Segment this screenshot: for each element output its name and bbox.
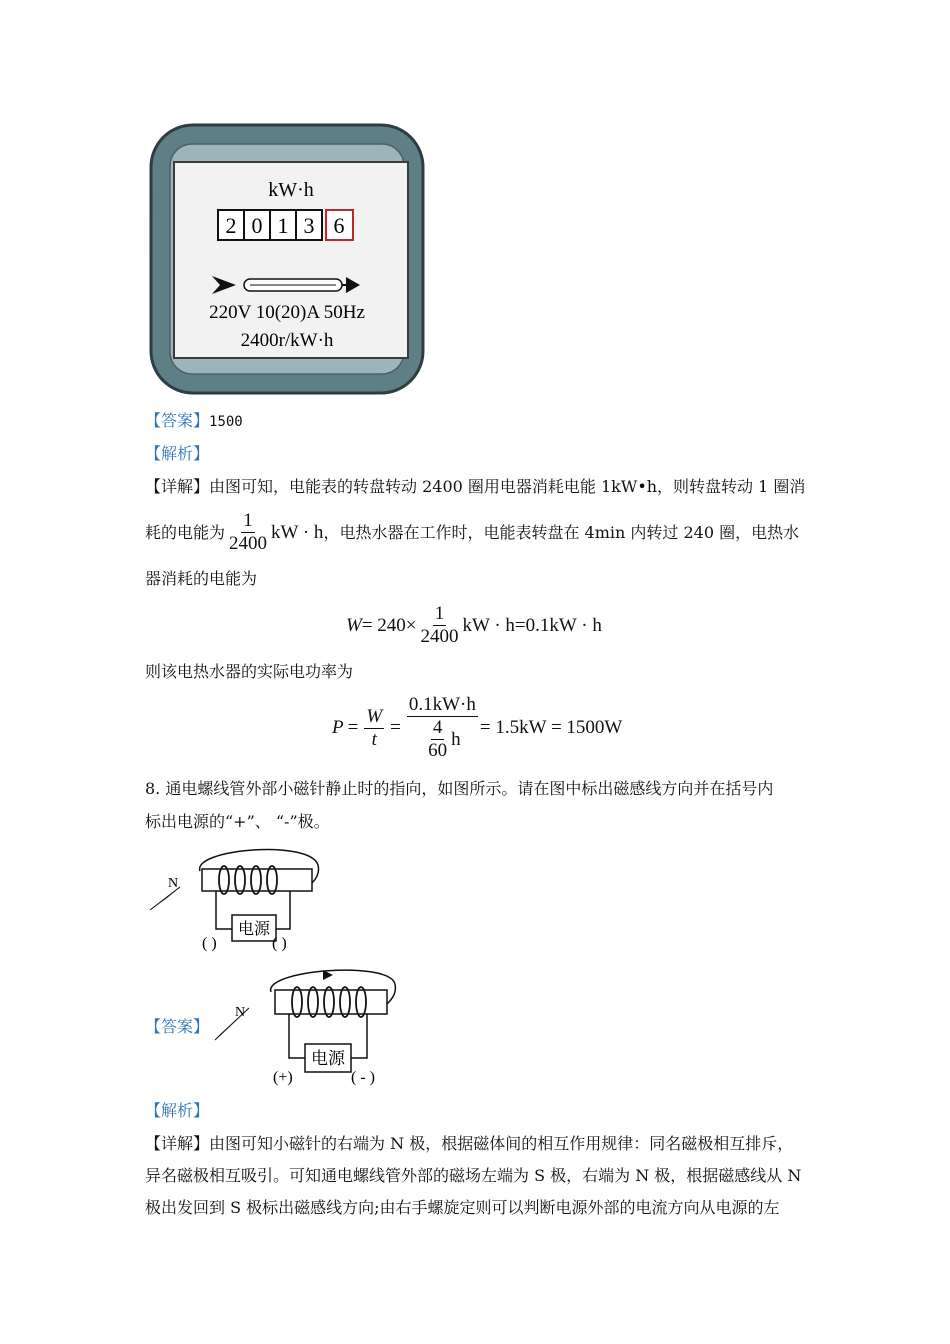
detail-line-q8-3: 极出发回到 S 极标出磁感线方向;由右手螺旋定则可以判断电源外部的电流方向从电源的左 — [145, 1198, 780, 1217]
meter-digit: 6 — [333, 213, 345, 238]
detail-text: 由图可知小磁针的右端为 N 极，根据磁体间的相互作用规律：同名磁极相互排斥， — [209, 1134, 794, 1153]
detail-line-1 — [145, 477, 805, 497]
solenoid-question-figure — [140, 843, 340, 958]
detail-tag: 【详解】 — [145, 1134, 210, 1153]
fraction-denominator: 2400 — [420, 626, 459, 647]
fraction-numerator: 0.1kW·h — [408, 694, 476, 715]
analysis-tag: 【解析】 — [145, 444, 210, 463]
meter-digit: 0 — [251, 213, 263, 238]
field-line-arrow — [323, 970, 333, 980]
meter-digits — [218, 210, 353, 240]
detail-line-4: 则该电热水器的实际电功率为 — [145, 662, 354, 681]
fraction-numerator: 1 — [243, 510, 253, 531]
fraction-denominator: 60 — [428, 740, 448, 761]
meter-spec: 220V 10(20)A 50Hz — [209, 302, 365, 323]
detail-tag: 【详解】 — [145, 477, 210, 496]
answer-tag-q8: 【答案】 — [145, 1017, 210, 1036]
positive-label: (+) — [273, 1069, 293, 1086]
eq-text: = — [347, 717, 359, 738]
meter-digit: 1 — [277, 213, 289, 238]
question-8-line-1: 8. 通电螺线管外部小磁针静止时的指向，如图所示。请在图中标出磁感线方向并在括号内 — [145, 779, 774, 798]
meter-rev: 2400r/kW·h — [240, 330, 334, 351]
answer-value: 1500 — [209, 414, 243, 430]
fraction-numerator: 1 — [434, 603, 445, 624]
detail-line-q8-1 — [145, 1134, 793, 1154]
fraction-denominator: 2400 — [229, 533, 268, 554]
detail-text: 耗的电能为 — [145, 522, 226, 542]
fraction-denominator — [422, 717, 463, 762]
answer-line — [145, 411, 243, 432]
fraction — [364, 706, 384, 751]
fraction — [407, 694, 478, 762]
meter-unit: kW·h — [268, 179, 314, 201]
paren-right: ( ) — [272, 935, 287, 952]
electric-meter-figure — [148, 122, 428, 397]
solenoid-answer-figure — [205, 962, 405, 1090]
fraction — [227, 510, 269, 555]
fraction — [419, 603, 461, 648]
fraction-denominator: t — [371, 728, 377, 750]
eq-text: kW · h=0.1kW · h — [462, 614, 602, 636]
equation-power — [332, 694, 622, 762]
detail-line-q8-2: 异名磁极相互吸引。可知通电螺线管外部的磁场左端为 S 极，右端为 N 极，根据磁感线从 N — [145, 1166, 802, 1185]
eq-var: W — [346, 614, 362, 636]
unit-text: h — [451, 728, 461, 750]
answer-tag: 【答案】 — [145, 411, 210, 430]
analysis-tag-q8: 【解析】 — [145, 1101, 210, 1120]
negative-label: ( - ) — [351, 1069, 375, 1086]
compass-n-label: N — [168, 876, 179, 891]
fraction-numerator: W — [366, 705, 383, 727]
fraction-numerator: 4 — [432, 717, 443, 738]
source-label: 电源 — [237, 921, 271, 938]
meter-digit: 3 — [303, 213, 315, 238]
equation-energy — [346, 603, 602, 648]
compass-n-label: N — [235, 1005, 246, 1020]
detail-text: ，电热水器在工作时，电能表转盘在 4min 内转过 240 圈，电热水 — [323, 522, 800, 542]
detail-text: 由图可知，电能表的转盘转动 2400 圈用电器消耗电能 1kW•h，则转盘转动 1 圈消 — [209, 477, 806, 496]
detail-line-3: 器消耗的电能为 — [145, 569, 258, 588]
source-label: 电源 — [311, 1049, 345, 1068]
paren-left: ( ) — [202, 935, 217, 952]
detail-line-2 — [145, 510, 799, 555]
eq-text: = 1.5kW = 1500W — [479, 717, 623, 738]
eq-text: = 240× — [361, 614, 417, 636]
unit-text: kW · h — [271, 521, 324, 543]
meter-digit: 2 — [225, 213, 237, 238]
question-8-line-2: 标出电源的“+”、 “-”极。 — [145, 812, 330, 831]
eq-var: P — [332, 717, 344, 738]
eq-text: = — [390, 717, 401, 738]
inner-fraction — [426, 717, 449, 762]
